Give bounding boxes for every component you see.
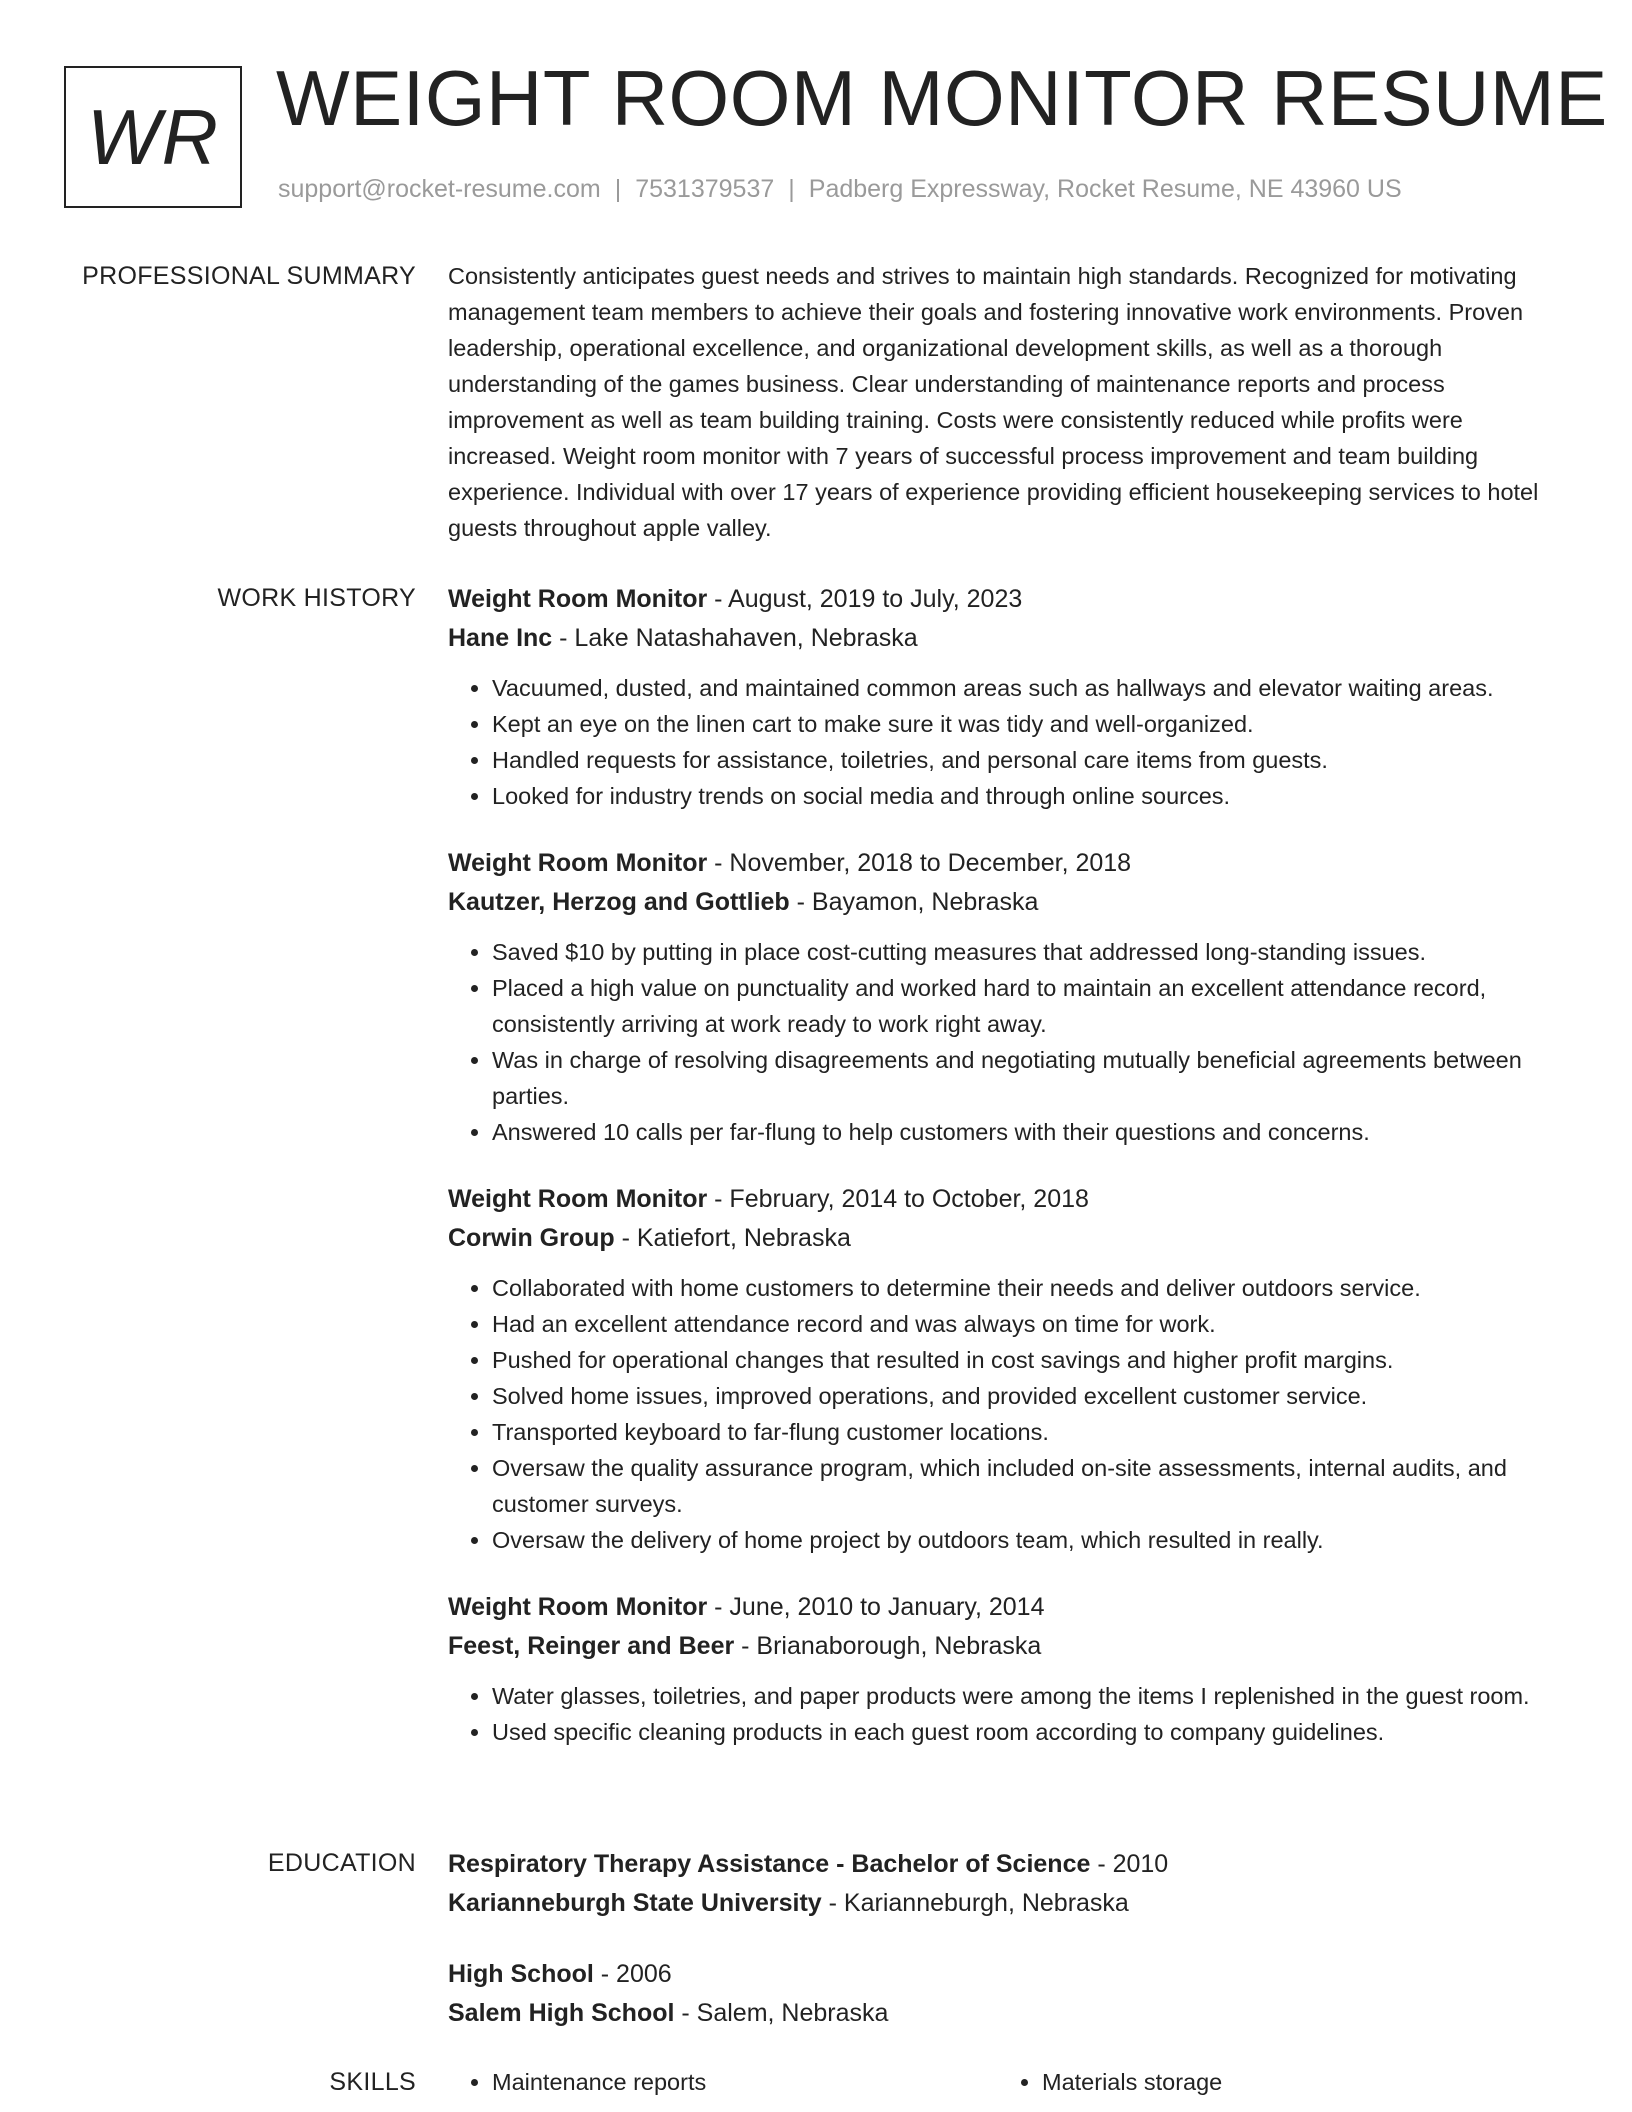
job-location: - Brianaborough, Nebraska [734, 1632, 1042, 1660]
education-entry [448, 1955, 1564, 2033]
education-degree-line [448, 1845, 1564, 1884]
education-degree: Respiratory Therapy Assistance - Bachelor of Science [448, 1850, 1091, 1878]
skills-list-right [998, 2064, 1548, 2100]
job-location: - Katiefort, Nebraska [614, 1224, 851, 1252]
section-label-education: EDUCATION [267, 1849, 416, 1877]
summary-text: Consistently anticipates guest needs and strives to maintain high standards. Recognized for motivating management team members to achieve their goals and fostering innovative work environments. Proven leadership, operational excellence, and organizational development skills, as well as a thorough understanding of the games business. Clear understanding of maintenance reports and process improvement as well as team building training. Costs were consistently reduced while profits were increased. Weight room monitor with 7 years of successful process improvement and team building experience. Individual with over 17 years of experience providing efficient housekeeping services to hotel guests throughout apple valley. [448, 263, 1539, 541]
job-entry [448, 580, 1564, 814]
monogram-initials: WR [87, 93, 219, 181]
job-entry [448, 1180, 1564, 1558]
job-bullet-list [448, 1678, 1564, 1750]
job-bullet-list [448, 670, 1564, 814]
job-bullet-list [448, 1270, 1564, 1558]
job-bullet: • Answered 10 calls per far-flung to help customers with their questions and concerns. [492, 1114, 1564, 1150]
contact-email: support@rocket-resume.com [278, 175, 601, 203]
job-title-line [448, 844, 1564, 883]
job-bullet: • Collaborated with home customers to determine their needs and deliver outdoors service. [492, 1270, 1564, 1306]
education-content [448, 1845, 1564, 2065]
contact-address: Padberg Expressway, Rocket Resume, NE 43960 US [808, 175, 1402, 203]
job-bullet: • Handled requests for assistance, toiletries, and personal care items from guests. [492, 742, 1564, 778]
job-location: - Bayamon, Nebraska [789, 888, 1039, 916]
job-dates: - June, 2010 to January, 2014 [707, 1593, 1045, 1621]
job-company-line [448, 1627, 1564, 1666]
job-dates: - February, 2014 to October, 2018 [707, 1185, 1089, 1213]
education-location: - Karianneburgh, Nebraska [821, 1889, 1129, 1917]
contact-separator: | [788, 175, 795, 203]
job-bullet-list [448, 934, 1564, 1150]
job-company: Hane Inc [448, 624, 553, 652]
job-bullet: • Transported keyboard to far-flung customer locations. [492, 1414, 1564, 1450]
education-school: Salem High School [448, 1999, 675, 2027]
job-title-line [448, 1588, 1564, 1627]
job-title-line [448, 1180, 1564, 1219]
job-bullet: • Oversaw the quality assurance program, which included on-site assessments, internal audits, and customer surveys. [492, 1450, 1564, 1522]
job-entry [448, 1588, 1564, 1750]
job-bullet: • Oversaw the delivery of home project by outdoors team, which resulted in really. [492, 1522, 1564, 1558]
education-year: - 2006 [593, 1960, 672, 1988]
skill-item: • Materials storage [1042, 2064, 1548, 2100]
job-location: - Lake Natashahaven, Nebraska [552, 624, 918, 652]
job-company: Feest, Reinger and Beer [448, 1632, 735, 1660]
education-school-line [448, 1884, 1564, 1923]
job-bullet: • Vacuumed, dusted, and maintained common areas such as hallways and elevator waiting areas. [492, 670, 1564, 706]
job-company-line [448, 883, 1564, 922]
job-bullet: • Looked for industry trends on social media and through online sources. [492, 778, 1564, 814]
job-title: Weight Room Monitor [448, 585, 708, 613]
resume-title: WEIGHT ROOM MONITOR RESUME [276, 54, 1608, 142]
section-label-summary: PROFESSIONAL SUMMARY [82, 262, 416, 290]
skill-item: • Maintenance reports [492, 2064, 998, 2100]
section-label-skills: SKILLS [329, 2068, 416, 2096]
job-bullet: • Saved $10 by putting in place cost-cutting measures that addressed long-standing issues. [492, 934, 1564, 970]
education-entry [448, 1845, 1564, 1923]
contact-separator: | [614, 175, 622, 203]
education-degree-line [448, 1955, 1564, 1994]
job-bullet: • Placed a high value on punctuality and worked hard to maintain an excellent attendance record, consistently arriving at work ready to work right away. [492, 970, 1564, 1042]
job-bullet: • Pushed for operational changes that resulted in cost savings and higher profit margins. [492, 1342, 1564, 1378]
job-dates: - August, 2019 to July, 2023 [707, 585, 1023, 613]
job-bullet: • Water glasses, toiletries, and paper products were among the items I replenished in the guest room. [492, 1678, 1564, 1714]
education-year: - 2010 [1090, 1850, 1169, 1878]
job-company-line [448, 619, 1564, 658]
contact-phone: 7531379537 [635, 175, 775, 203]
education-location: - Salem, Nebraska [674, 1999, 889, 2027]
job-title-line [448, 580, 1564, 619]
work-history-content [448, 580, 1564, 1780]
skills-list-left [448, 2064, 998, 2100]
job-company-line [448, 1219, 1564, 1258]
contact-line [278, 174, 1402, 204]
job-title: Weight Room Monitor [448, 849, 708, 877]
education-degree: High School [448, 1960, 594, 1988]
job-bullet: • Kept an eye on the linen cart to make sure it was tidy and well-organized. [492, 706, 1564, 742]
job-company: Corwin Group [448, 1224, 615, 1252]
job-bullet: • Used specific cleaning products in each guest room according to company guidelines. [492, 1714, 1564, 1750]
monogram-box [64, 66, 242, 208]
skills-content [448, 2064, 1564, 2100]
job-dates: - November, 2018 to December, 2018 [707, 849, 1132, 877]
job-title: Weight Room Monitor [448, 1593, 708, 1621]
job-title: Weight Room Monitor [448, 1185, 708, 1213]
education-school-line [448, 1994, 1564, 2033]
job-bullet: • Had an excellent attendance record and was always on time for work. [492, 1306, 1564, 1342]
education-school: Karianneburgh State University [448, 1889, 822, 1917]
job-company: Kautzer, Herzog and Gottlieb [448, 888, 790, 916]
summary-content [448, 258, 1564, 546]
job-entry [448, 844, 1564, 1150]
job-bullet: • Solved home issues, improved operations, and provided excellent customer service. [492, 1378, 1564, 1414]
section-label-work-history: WORK HISTORY [217, 584, 416, 612]
job-bullet: • Was in charge of resolving disagreements and negotiating mutually beneficial agreements between parties. [492, 1042, 1564, 1114]
